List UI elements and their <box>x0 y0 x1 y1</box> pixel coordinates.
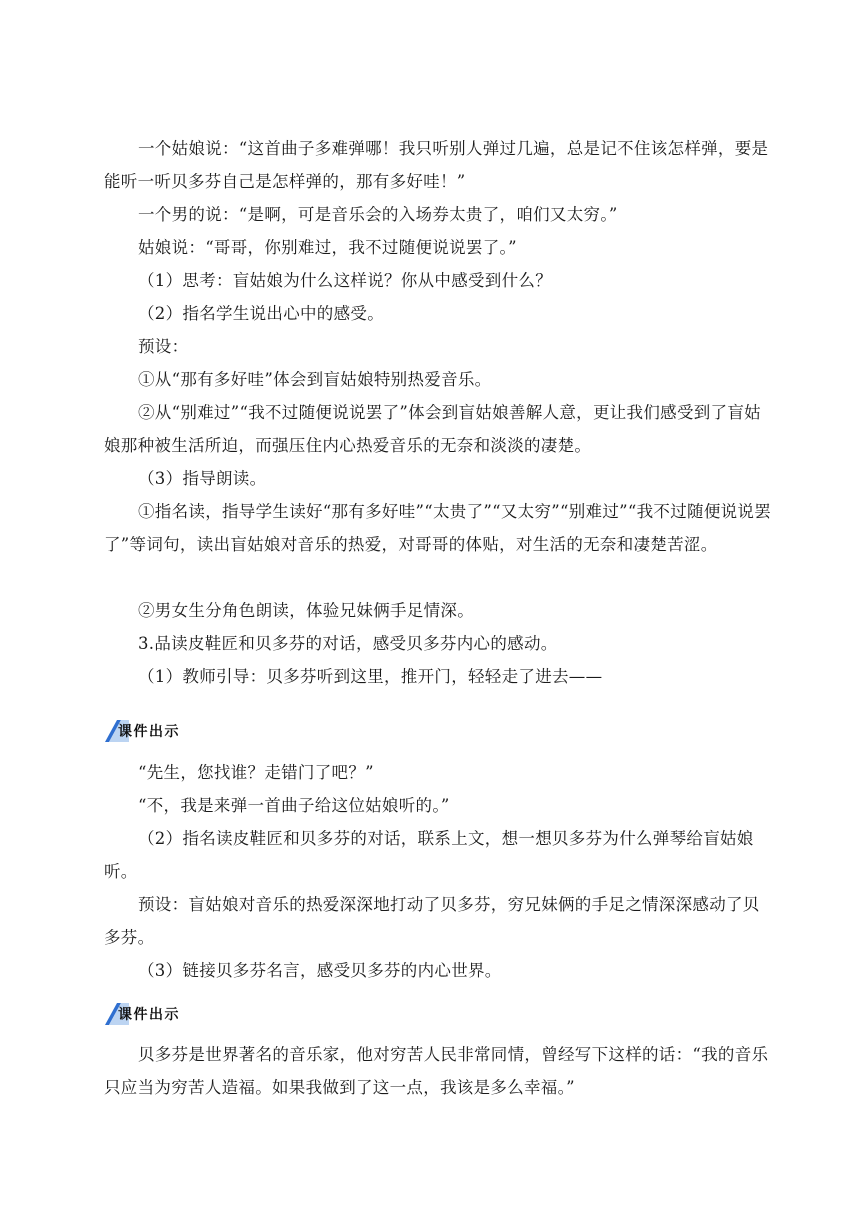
paragraph-beethoven-quote: “不，我是来弹一首曲子给这位姑娘听的。” <box>138 796 450 815</box>
paragraph-preset-1: ①从“那有多好哇”体会到盲姑娘特别热爱音乐。 <box>138 370 492 389</box>
paragraph-teacher-guide: （1）教师引导：贝多芬听到这里，推开门，轻轻走了进去—— <box>138 667 603 686</box>
paragraph-preset: 预设： <box>138 337 189 356</box>
paragraph-preset-b: 预设：盲姑娘对音乐的热爱深深地打动了贝多芬，穷兄妹俩的手足之情深深感动了贝多芬。 <box>104 895 760 947</box>
courseware-heading-2 <box>103 1001 223 1027</box>
paragraph-section-3: 3.品读皮鞋匠和贝多芬的对话，感受贝多芬内心的感动。 <box>138 634 558 653</box>
courseware-heading-1 <box>103 718 223 744</box>
paragraph-step-2b: （2）指名读皮鞋匠和贝多芬的对话，联系上文，想一想贝多芬为什么弹琴给盲姑娘听。 <box>104 829 754 881</box>
paragraph-step-2: （2）指名学生说出心中的感受。 <box>138 304 384 323</box>
paragraph-girl-reply: 姑娘说：“哥哥，你别难过，我不过随便说说罢了。” <box>138 238 517 257</box>
paragraph-step-3: （3）指导朗读。 <box>138 469 267 488</box>
paragraph-reading-1: ①指名读，指导学生读好“那有多好哇”“太贵了”“又太穷”“别难过”“我不过随便说说罢了”等词句，读出盲姑娘对音乐的热爱，对哥哥的体贴，对生活的无奈和凄楚苦涩。 <box>104 502 772 554</box>
paragraph-step-3b: （3）链接贝多芬名言，感受贝多芬的内心世界。 <box>138 961 502 980</box>
paragraph-preset-2: ②从“别难过”“我不过随便说说罢了”体会到盲姑娘善解人意，更让我们感受到了盲姑娘那种被生活所迫，而强压住内心热爱音乐的无奈和淡淡的凄楚。 <box>104 403 761 455</box>
paragraph-think-1: （1）思考：盲姑娘为什么这样说？你从中感受到什么？ <box>138 271 552 290</box>
paragraph-man-says: 一个男的说：“是啊，可是音乐会的入场券太贵了，咱们又太穷。” <box>138 205 618 224</box>
paragraph-beethoven-quote-final: 贝多芬是世界著名的音乐家，他对穷苦人民非常同情，曾经写下这样的话：“我的音乐只应当为穷苦人造福。如果我做到了这一点，我该是多么幸福。” <box>104 1045 769 1097</box>
paragraph-girl-says: 一个姑娘说：“这首曲子多难弹哪！我只听别人弹过几遍，总是记不住该怎样弹，要是能听一听贝多芬自己是怎样弹的，那有多好哇！” <box>104 139 769 191</box>
courseware-label: 课件出示 <box>118 724 180 740</box>
paragraph-shoemaker-quote: “先生，您找谁？走错门了吧？” <box>138 763 374 782</box>
paragraph-reading-2: ②男女生分角色朗读，体验兄妹俩手足情深。 <box>138 601 474 620</box>
courseware-label: 课件出示 <box>118 1007 180 1023</box>
